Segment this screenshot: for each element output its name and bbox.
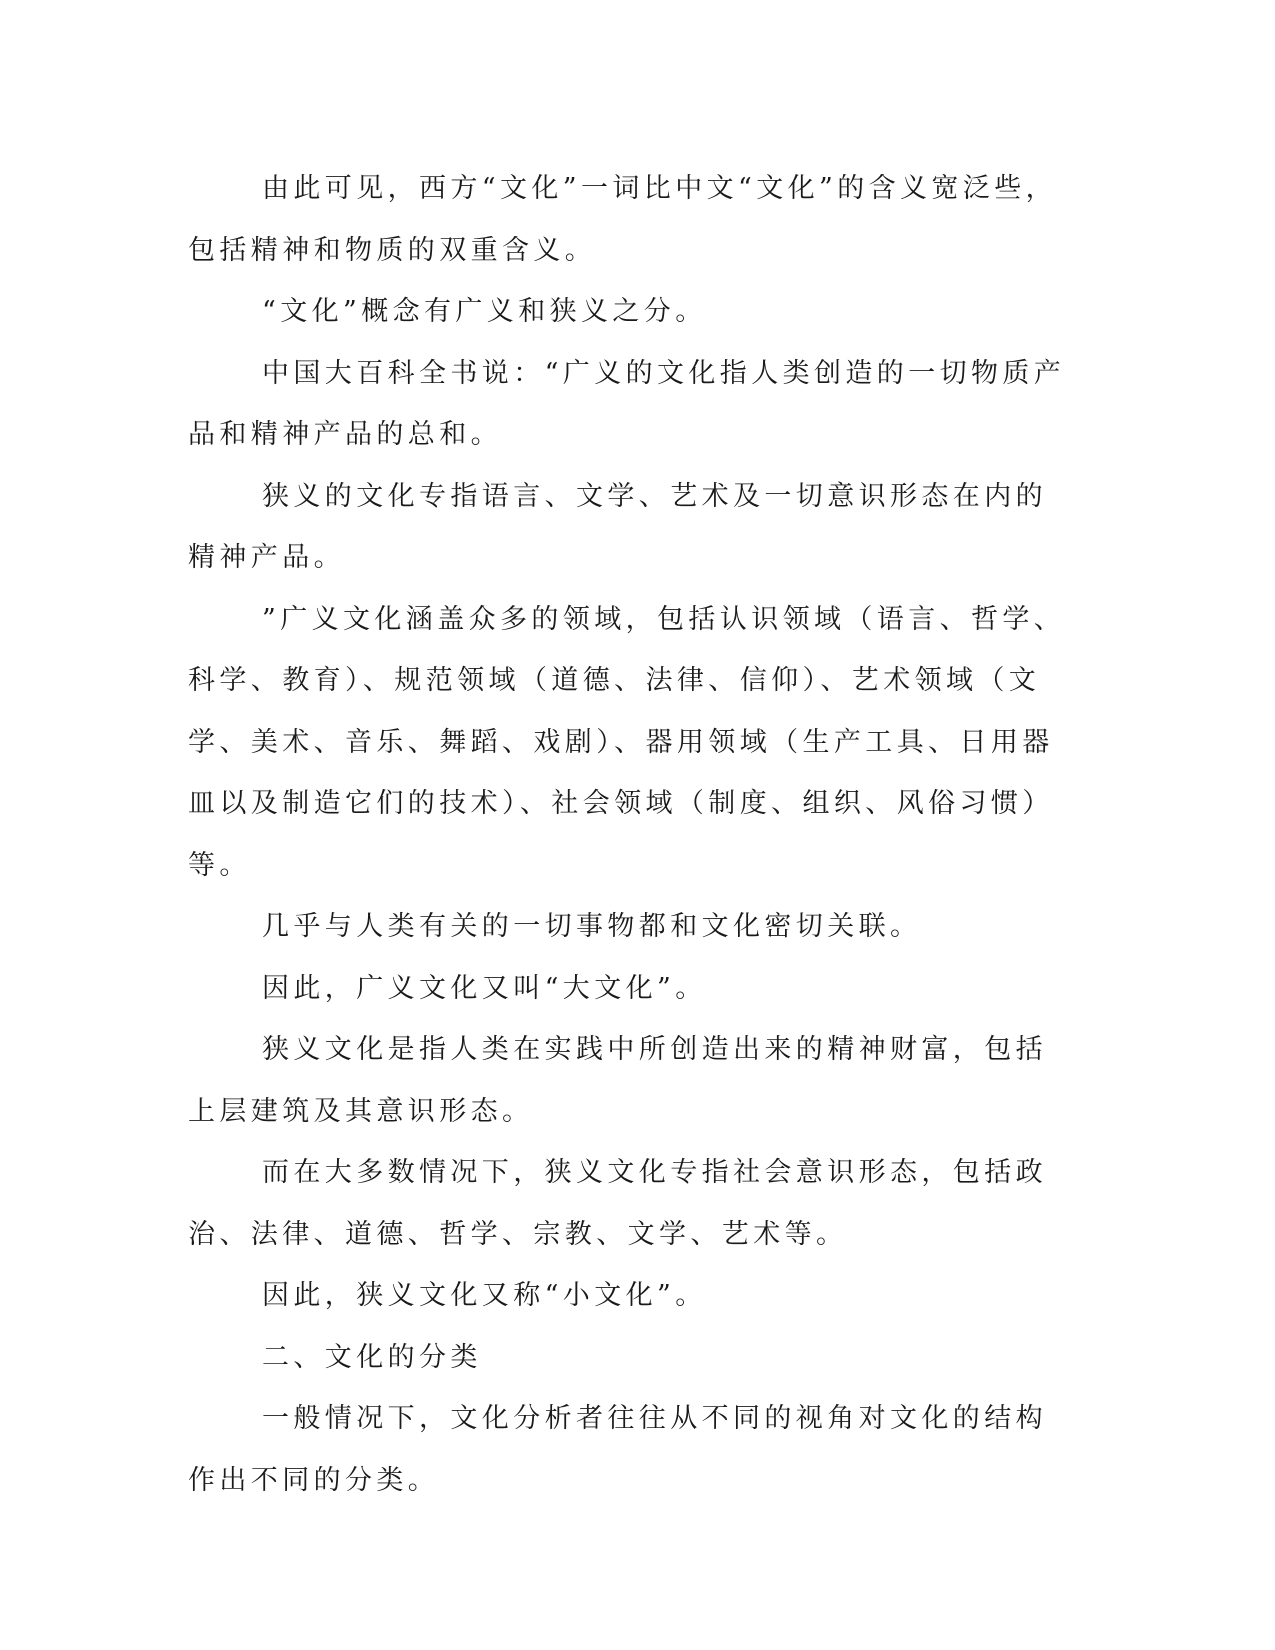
paragraph: 狭义的文化专指语言、文学、艺术及一切意识形态在内的精神产品。: [188, 480, 1047, 573]
paragraph: 狭义文化是指人类在实践中所创造出来的精神财富，包括上层建筑及其意识形态。: [188, 1034, 1047, 1127]
paragraph: 而在大多数情况下，狭义文化专指社会意识形态，包括政治、法律、道德、哲学、宗教、文学、艺术等。: [188, 1157, 1047, 1250]
paragraph: 因此，狭义文化又称“小文化”。: [262, 1280, 707, 1311]
document-body: [188, 158, 1068, 1511]
paragraph: 因此，广义文化又叫“大文化”。: [262, 972, 707, 1004]
paragraph: 一般情况下，文化分析者往往从不同的视角对文化的结构作出不同的分类。: [188, 1403, 1047, 1496]
section-heading: 二、文化的分类: [262, 1341, 482, 1373]
paragraph: 由此可见，西方“文化”一词比中文“文化”的含义宽泛些，包括精神和物质的双重含义。: [188, 173, 1058, 266]
paragraph: “文化”概念有广义和狭义之分。: [262, 296, 707, 327]
paragraph: 几乎与人类有关的一切事物都和文化密切关联。: [262, 911, 922, 942]
paragraph: ”广义文化涵盖众多的领域，包括认识领域（语言、哲学、科学、教育）、规范领域（道德、法律、信仰）、艺术领域（文学、美术、音乐、舞蹈、戏剧）、器用领域（生产工具、日用器皿以及制造它们的技术）、社会领域（制度、组织、风俗习惯）等。: [188, 603, 1066, 881]
paragraph: 中国大百科全书说：“广义的文化指人类创造的一切物质产品和精神产品的总和。: [188, 357, 1066, 450]
